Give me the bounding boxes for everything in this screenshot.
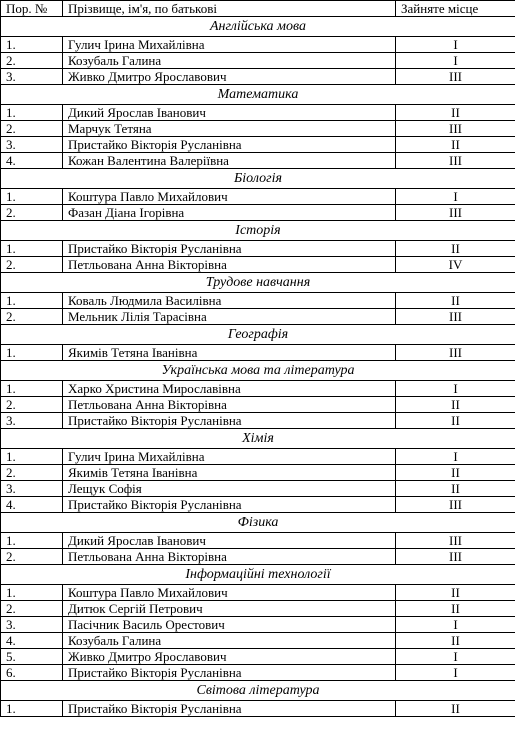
table-row xyxy=(1,53,515,69)
student-name-cell: Мельник Лілія Тарасівна xyxy=(63,309,396,325)
table-row xyxy=(1,345,515,361)
place-cell: I xyxy=(396,381,515,397)
subject-row xyxy=(1,221,515,241)
student-name-cell: Живко Дмитро Ярославович xyxy=(63,69,396,85)
table-row xyxy=(1,293,515,309)
subject-title: Фізика xyxy=(1,513,515,533)
table-row xyxy=(1,497,515,513)
table-row xyxy=(1,121,515,137)
student-name-cell: Дикий Ярослав Іванович xyxy=(63,105,396,121)
place-cell: III xyxy=(396,533,515,549)
row-number-cell: 2. xyxy=(1,121,63,137)
row-number-cell: 1. xyxy=(1,37,63,53)
subject-title: Українська мова та література xyxy=(1,361,515,381)
subject-row xyxy=(1,17,515,37)
place-cell: III xyxy=(396,549,515,565)
place-cell: III xyxy=(396,153,515,169)
student-name-cell: Гулич Ірина Михайлівна xyxy=(63,37,396,53)
subject-row xyxy=(1,169,515,189)
table-row xyxy=(1,137,515,153)
student-name-cell: Пристайко Вікторія Русланівна xyxy=(63,241,396,257)
subject-title: Трудове навчання xyxy=(1,273,515,293)
subject-row xyxy=(1,273,515,293)
student-name-cell: Харко Христина Мирославівна xyxy=(63,381,396,397)
subject-row xyxy=(1,85,515,105)
table-row xyxy=(1,465,515,481)
student-name-cell: Пристайко Вікторія Русланівна xyxy=(63,701,396,717)
student-name-cell: Живко Дмитро Ярославович xyxy=(63,649,396,665)
place-cell: I xyxy=(396,53,515,69)
row-number-cell: 6. xyxy=(1,665,63,681)
subject-row xyxy=(1,565,515,585)
student-name-cell: Петльована Анна Вікторівна xyxy=(63,549,396,565)
header-place: Зайняте місце xyxy=(396,1,515,17)
student-name-cell: Марчук Тетяна xyxy=(63,121,396,137)
student-name-cell: Козубаль Галина xyxy=(63,633,396,649)
table-row xyxy=(1,549,515,565)
student-name-cell: Кожан Валентина Валеріївна xyxy=(63,153,396,169)
row-number-cell: 2. xyxy=(1,397,63,413)
subject-title: Хімія xyxy=(1,429,515,449)
place-cell: IV xyxy=(396,257,515,273)
place-cell: I xyxy=(396,449,515,465)
student-name-cell: Пристайко Вікторія Русланівна xyxy=(63,137,396,153)
student-name-cell: Петльована Анна Вікторівна xyxy=(63,397,396,413)
table-row xyxy=(1,257,515,273)
row-number-cell: 4. xyxy=(1,153,63,169)
header-row xyxy=(1,1,515,17)
row-number-cell: 1. xyxy=(1,533,63,549)
subject-row xyxy=(1,429,515,449)
place-cell: III xyxy=(396,345,515,361)
place-cell: III xyxy=(396,205,515,221)
student-name-cell: Коштура Павло Михайлович xyxy=(63,189,396,205)
row-number-cell: 3. xyxy=(1,617,63,633)
row-number-cell: 2. xyxy=(1,205,63,221)
place-cell: II xyxy=(396,465,515,481)
student-name-cell: Якимів Тетяна Іванівна xyxy=(63,465,396,481)
row-number-cell: 1. xyxy=(1,345,63,361)
row-number-cell: 1. xyxy=(1,701,63,717)
table-row xyxy=(1,701,515,717)
table-row xyxy=(1,449,515,465)
student-name-cell: Петльована Анна Вікторівна xyxy=(63,257,396,273)
table-row xyxy=(1,105,515,121)
row-number-cell: 5. xyxy=(1,649,63,665)
subject-title: Математика xyxy=(1,85,515,105)
place-cell: II xyxy=(396,413,515,429)
place-cell: II xyxy=(396,105,515,121)
subject-row xyxy=(1,325,515,345)
place-cell: I xyxy=(396,649,515,665)
student-name-cell: Пасічник Василь Орестович xyxy=(63,617,396,633)
row-number-cell: 2. xyxy=(1,601,63,617)
row-number-cell: 2. xyxy=(1,465,63,481)
row-number-cell: 1. xyxy=(1,105,63,121)
subject-title: Географія xyxy=(1,325,515,345)
place-cell: I xyxy=(396,189,515,205)
table-row xyxy=(1,69,515,85)
table-row xyxy=(1,601,515,617)
student-name-cell: Дитюк Сергій Петрович xyxy=(63,601,396,617)
table-header xyxy=(1,1,515,17)
header-number: Пор. № xyxy=(1,1,63,17)
subject-title: Біологія xyxy=(1,169,515,189)
row-number-cell: 4. xyxy=(1,497,63,513)
place-cell: II xyxy=(396,481,515,497)
place-cell: II xyxy=(396,241,515,257)
student-name-cell: Пристайко Вікторія Русланівна xyxy=(63,497,396,513)
place-cell: II xyxy=(396,633,515,649)
table-row xyxy=(1,533,515,549)
row-number-cell: 1. xyxy=(1,241,63,257)
student-name-cell: Фазан Діана Ігорівна xyxy=(63,205,396,221)
row-number-cell: 1. xyxy=(1,449,63,465)
subject-title: Англійська мова xyxy=(1,17,515,37)
row-number-cell: 3. xyxy=(1,69,63,85)
table-row xyxy=(1,481,515,497)
subject-title: Історія xyxy=(1,221,515,241)
table-row xyxy=(1,189,515,205)
table-row xyxy=(1,309,515,325)
table-row xyxy=(1,413,515,429)
place-cell: I xyxy=(396,665,515,681)
row-number-cell: 2. xyxy=(1,309,63,325)
row-number-cell: 3. xyxy=(1,413,63,429)
student-name-cell: Лещук Софія xyxy=(63,481,396,497)
place-cell: II xyxy=(396,137,515,153)
table-row xyxy=(1,617,515,633)
place-cell: I xyxy=(396,37,515,53)
row-number-cell: 4. xyxy=(1,633,63,649)
table-row xyxy=(1,37,515,53)
row-number-cell: 2. xyxy=(1,53,63,69)
subject-row xyxy=(1,361,515,381)
subject-title: Світова література xyxy=(1,681,515,701)
place-cell: III xyxy=(396,497,515,513)
place-cell: II xyxy=(396,293,515,309)
student-name-cell: Дикий Ярослав Іванович xyxy=(63,533,396,549)
table-row xyxy=(1,585,515,601)
student-name-cell: Коштура Павло Михайлович xyxy=(63,585,396,601)
table-row xyxy=(1,381,515,397)
table-row xyxy=(1,397,515,413)
table-body xyxy=(1,17,515,717)
row-number-cell: 1. xyxy=(1,189,63,205)
student-name-cell: Пристайко Вікторія Русланівна xyxy=(63,665,396,681)
table-row xyxy=(1,241,515,257)
place-cell: II xyxy=(396,397,515,413)
row-number-cell: 2. xyxy=(1,549,63,565)
table-row xyxy=(1,665,515,681)
table-row xyxy=(1,153,515,169)
table-row xyxy=(1,633,515,649)
student-name-cell: Коваль Людмила Василівна xyxy=(63,293,396,309)
student-name-cell: Козубаль Галина xyxy=(63,53,396,69)
student-name-cell: Пристайко Вікторія Русланівна xyxy=(63,413,396,429)
row-number-cell: 1. xyxy=(1,381,63,397)
row-number-cell: 1. xyxy=(1,293,63,309)
subject-title: Інформаційні технології xyxy=(1,565,515,585)
row-number-cell: 2. xyxy=(1,257,63,273)
row-number-cell: 1. xyxy=(1,585,63,601)
student-name-cell: Якимів Тетяна Іванівна xyxy=(63,345,396,361)
place-cell: II xyxy=(396,585,515,601)
student-name-cell: Гулич Ірина Михайлівна xyxy=(63,449,396,465)
row-number-cell: 3. xyxy=(1,137,63,153)
table-row xyxy=(1,205,515,221)
header-full-name: Прізвище, ім'я, по батькові xyxy=(63,1,396,17)
place-cell: III xyxy=(396,69,515,85)
subject-row xyxy=(1,513,515,533)
place-cell: II xyxy=(396,701,515,717)
subject-row xyxy=(1,681,515,701)
place-cell: II xyxy=(396,601,515,617)
place-cell: I xyxy=(396,617,515,633)
row-number-cell: 3. xyxy=(1,481,63,497)
table-row xyxy=(1,649,515,665)
place-cell: III xyxy=(396,121,515,137)
place-cell: III xyxy=(396,309,515,325)
